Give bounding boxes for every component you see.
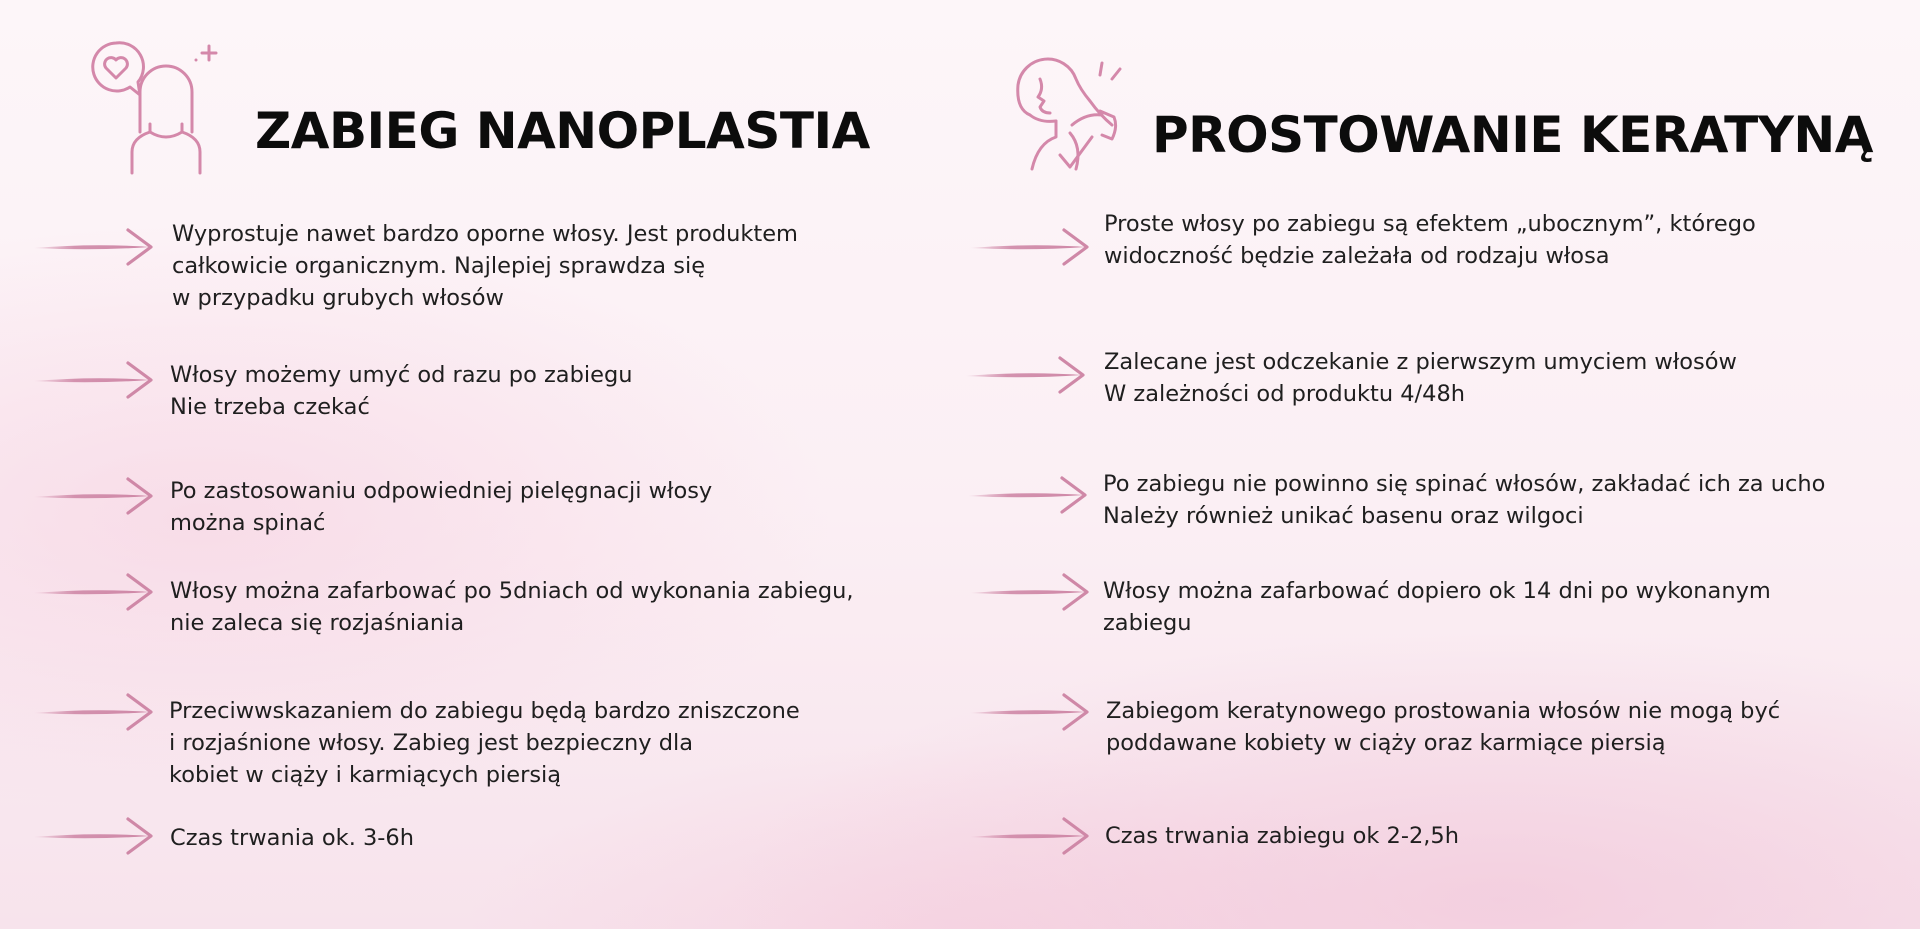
keratin-item-text: Czas trwania zabiegu ok 2-2,5h <box>1105 823 1459 849</box>
keratin-item-text: Po zabiegu nie powinno się spinać włosów, zakładać ich za ucho Należy również unikać basenu oraz wilgoci <box>1103 471 1826 529</box>
arrow-right-icon <box>968 472 1088 518</box>
arrow-right-icon <box>34 357 154 403</box>
keratin-header <box>960 40 1920 180</box>
nanoplastia-item-text: Włosy można zafarbować po 5dniach od wykonania zabiegu, nie zaleca się rozjaśniania <box>170 578 854 636</box>
arrow-right-icon <box>966 352 1086 398</box>
nanoplastia-title: ZABIEG NANOPLASTIA <box>255 102 870 160</box>
woman-heart-speech-icon <box>88 40 228 176</box>
keratin-item-text: Włosy można zafarbować dopiero ok 14 dni po wykonanym zabiegu <box>1103 578 1771 636</box>
arrow-right-icon <box>34 473 154 519</box>
nanoplastia-header <box>0 40 940 180</box>
arrow-right-icon <box>34 224 154 270</box>
keratin-title: PROSTOWANIE KERATYNĄ <box>1152 106 1873 164</box>
nanoplastia-item-text: Przeciwwskazaniem do zabiegu będą bardzo zniszczone i rozjaśnione włosy. Zabieg jest bezpieczny dla kobiet w ciąży i karmiących piersią <box>169 698 800 788</box>
arrow-right-icon <box>970 689 1090 735</box>
arrow-right-icon <box>970 224 1090 270</box>
arrow-right-icon <box>970 813 1090 859</box>
arrow-right-icon <box>34 569 154 615</box>
arrow-right-icon <box>34 813 154 859</box>
arrow-right-icon <box>34 689 154 735</box>
keratin-item-text: Proste włosy po zabiegu są efektem „ubocznym”, którego widoczność będzie zależała od rodzaju włosa <box>1104 211 1756 269</box>
nanoplastia-item-text: Wyprostuje nawet bardzo oporne włosy. Jest produktem całkowicie organicznym. Najlepiej sprawdza się w przypadku grubych włosów <box>172 221 798 311</box>
keratin-item-text: Zabiegom keratynowego prostowania włosów nie mogą być poddawane kobiety w ciąży oraz karmiące piersią <box>1106 698 1781 756</box>
arrow-right-icon <box>970 569 1090 615</box>
keratin-item-text: Zalecane jest odczekanie z pierwszym umyciem włosów W zależności od produktu 4/48h <box>1104 349 1737 407</box>
nanoplastia-item-text: Włosy możemy umyć od razu po zabiegu Nie trzeba czekać <box>170 362 633 420</box>
nanoplastia-item-text: Po zastosowaniu odpowiedniej pielęgnacji włosy można spinać <box>170 478 713 536</box>
nanoplastia-item-text: Czas trwania ok. 3-6h <box>170 825 415 851</box>
woman-hair-straightening-icon <box>1000 45 1130 175</box>
